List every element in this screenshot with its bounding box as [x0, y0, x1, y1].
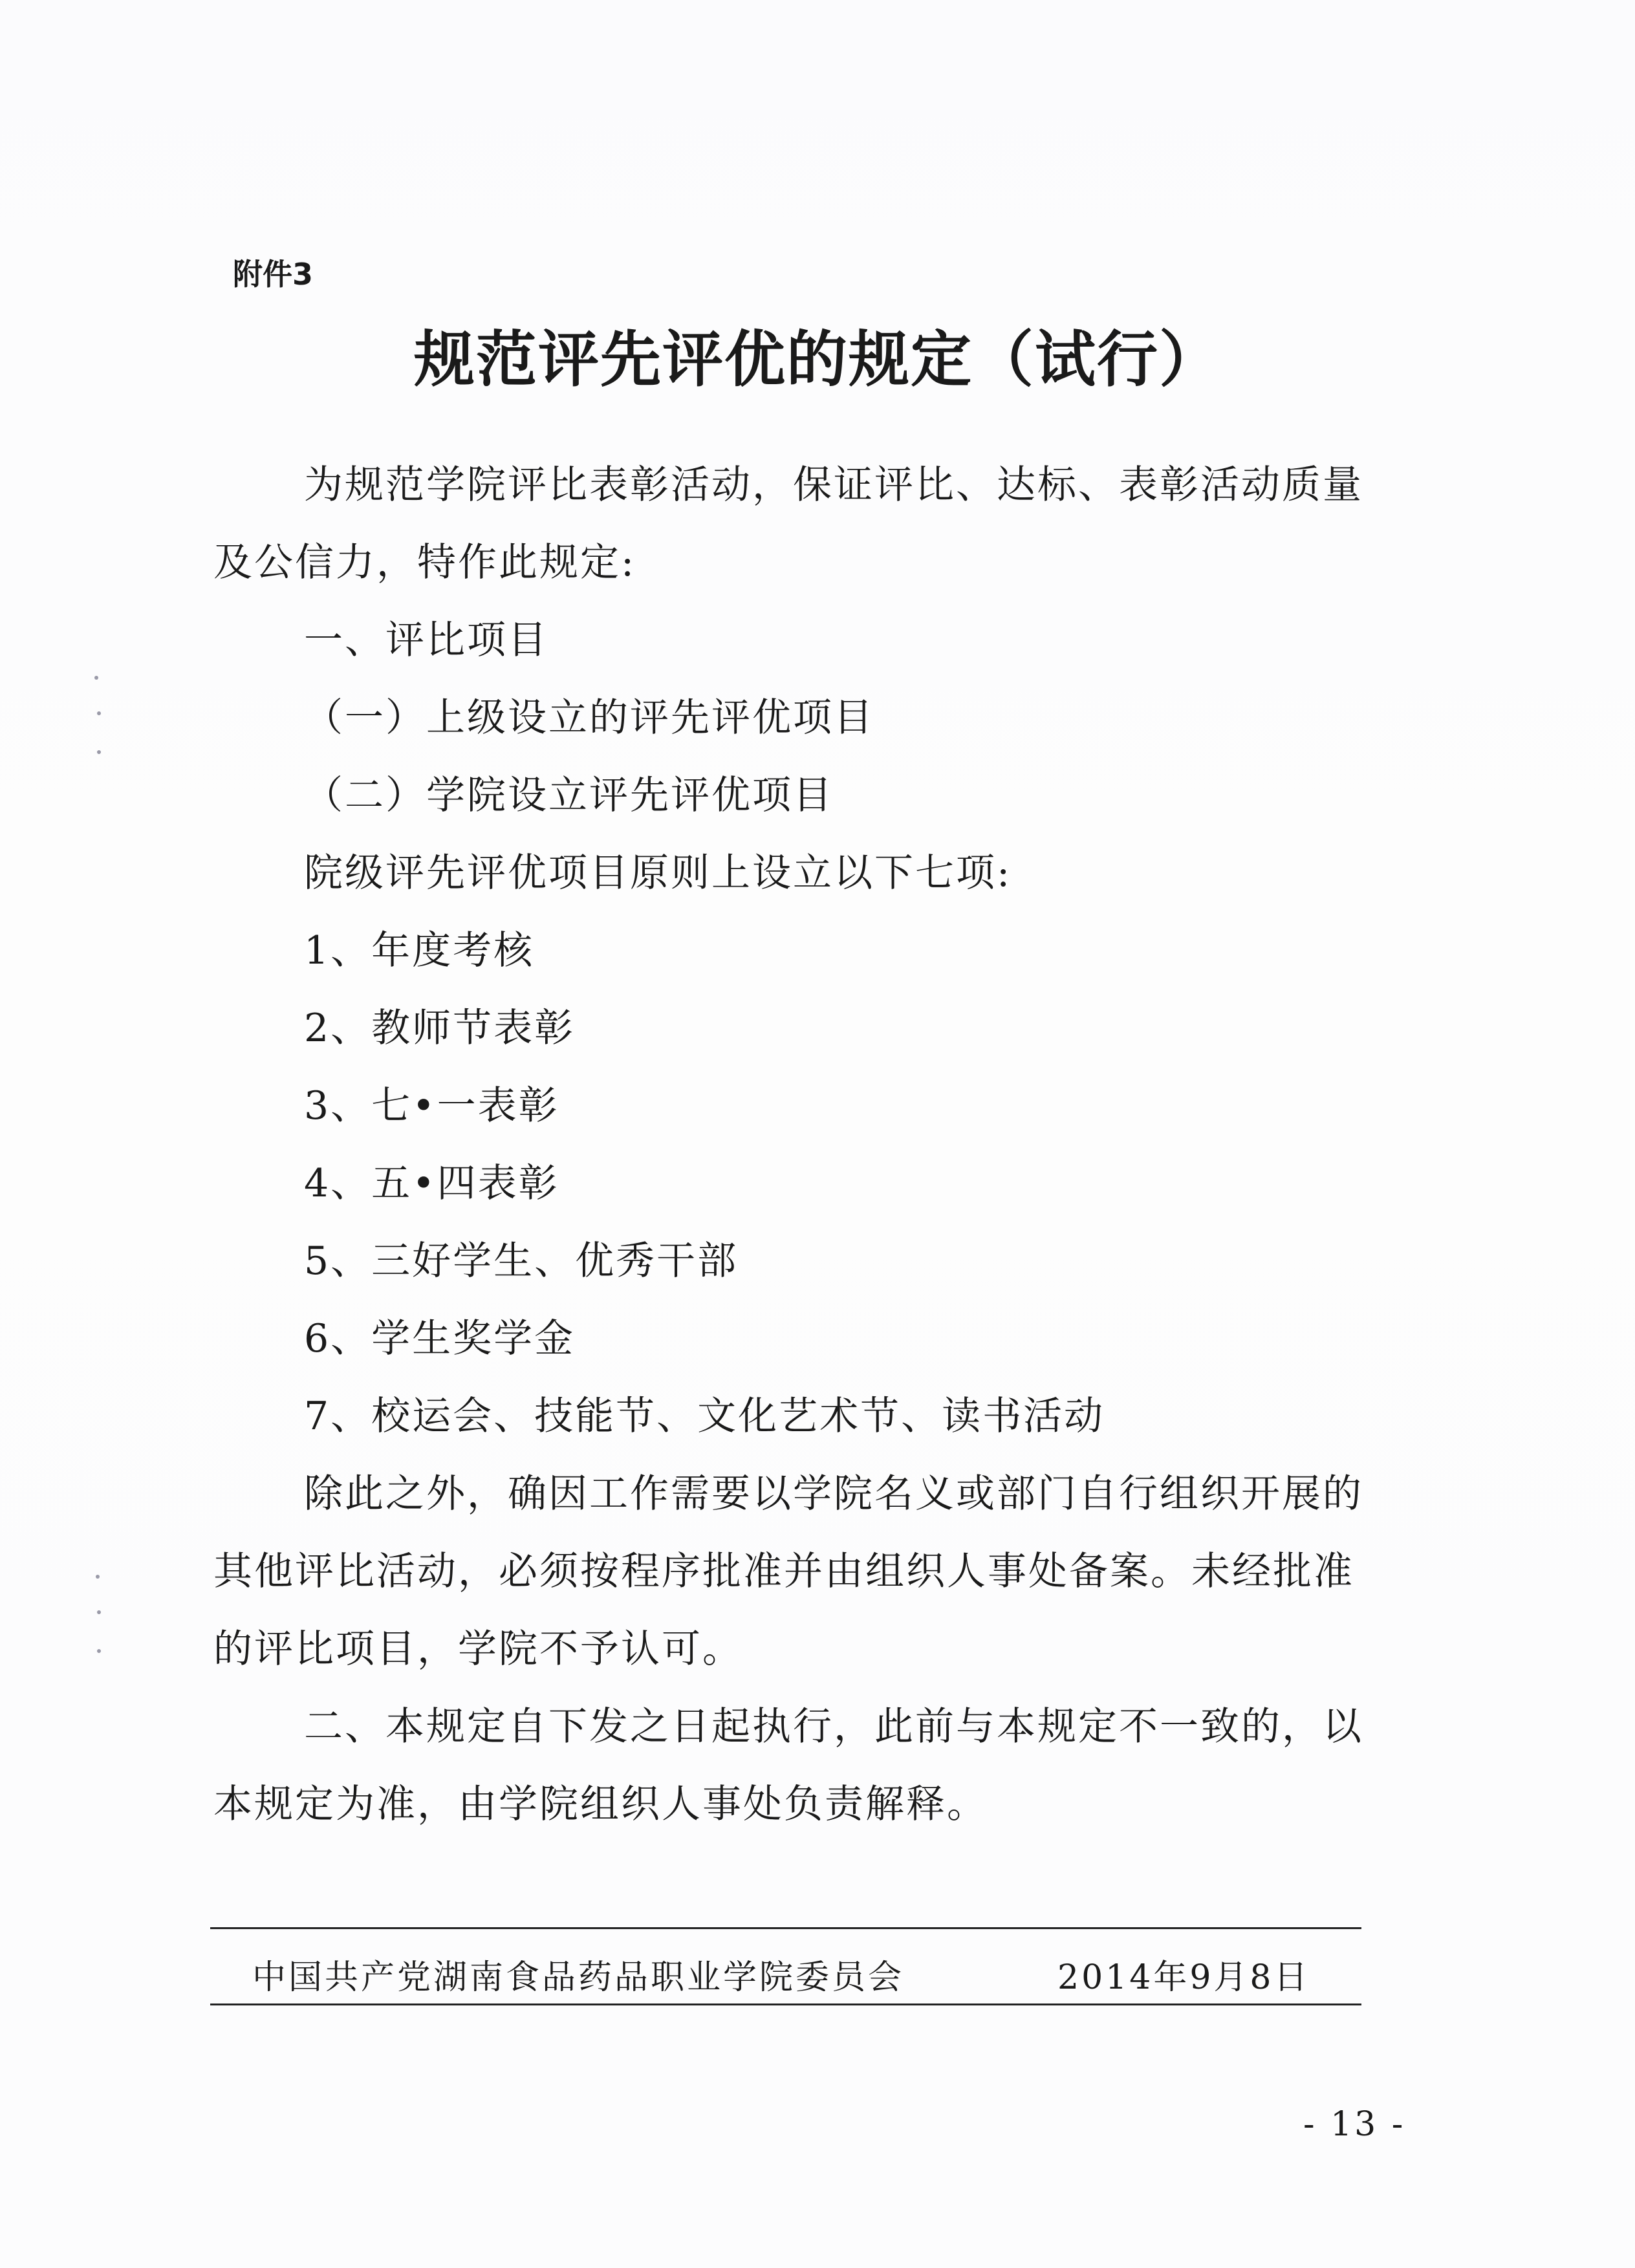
scan-mark [97, 1610, 101, 1614]
body-line: 2、教师节表彰 [304, 1006, 576, 1051]
body-line: 本规定为准，由学院组织人事处负责解释。 [213, 1782, 988, 1827]
body-line: 院级评先评优项目原则上设立以下七项: [304, 850, 1012, 896]
body-line: 除此之外，确因工作需要以学院名义或部门自行组织开展的 [304, 1471, 1363, 1517]
body-line: （二）学院设立评先评优项目 [304, 773, 834, 818]
body-line: 一、评比项目 [304, 618, 548, 663]
scan-mark [96, 1575, 100, 1579]
attachment-label: 附件3 [233, 257, 314, 292]
body-line: 及公信力，特作此规定: [213, 540, 636, 585]
scan-mark [97, 750, 101, 754]
scan-mark [94, 676, 98, 680]
footer-bottom-rule [210, 2003, 1361, 2005]
body-line: 二、本规定自下发之日起执行，此前与本规定不一致的，以 [304, 1704, 1363, 1749]
body-line: 的评比项目，学院不予认可。 [213, 1626, 743, 1672]
page-number: - 13 - [1303, 2105, 1406, 2144]
body-line: 6、学生奖学金 [304, 1316, 576, 1361]
body-line: 5、三好学生、优秀干部 [304, 1238, 739, 1284]
document-body [213, 446, 1442, 1856]
body-line: 4、五•四表彰 [304, 1161, 559, 1206]
body-line: 7、校运会、技能节、文化艺术节、读书活动 [304, 1394, 1105, 1439]
footer-top-rule [210, 1927, 1361, 1929]
scan-mark [97, 711, 101, 715]
issue-date: 2014年9月8日 [1057, 1958, 1310, 1997]
body-line: 为规范学院评比表彰活动，保证评比、达标、表彰活动质量 [304, 462, 1363, 508]
issuing-organization: 中国共产党湖南食品药品职业学院委员会 [252, 1958, 905, 1997]
scan-mark [97, 1649, 101, 1653]
body-line: 1、年度考核 [304, 928, 535, 973]
body-line: 其他评比活动，必须按程序批准并由组织人事处备案。未经批准 [213, 1549, 1354, 1594]
document-title: 规范评先评优的规定（试行） [413, 324, 1221, 395]
body-line: （一）上级设立的评先评优项目 [304, 695, 874, 740]
body-line: 3、七•一表彰 [304, 1083, 559, 1129]
